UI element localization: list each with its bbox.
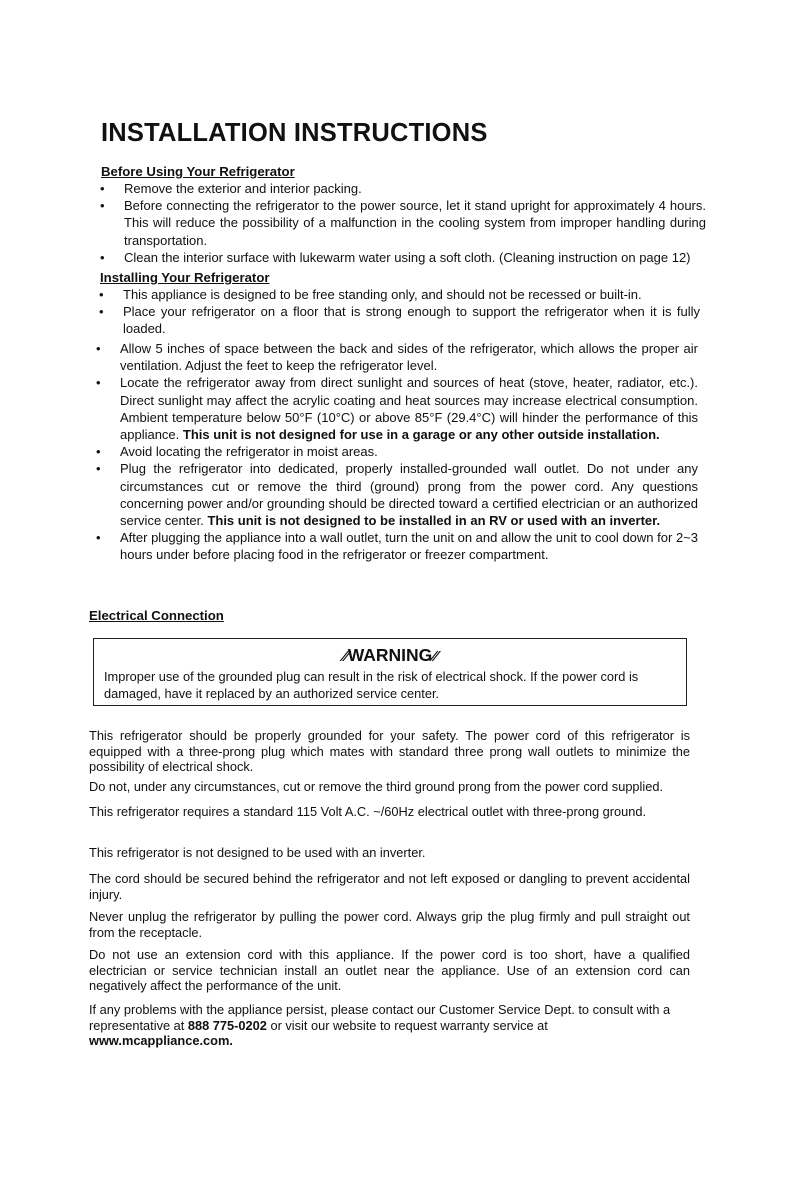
warning-box: [93, 638, 687, 706]
bullet-icon: •: [96, 341, 101, 356]
emphasis-text: This unit is not designed for use in a garage or any other outside installation.: [182, 427, 660, 443]
installing-list-b: [96, 340, 698, 564]
before-using-list: [100, 180, 706, 266]
bullet-icon: •: [100, 198, 105, 214]
list-item: • Before connecting the refrigerator to the power source, let it stand upright for approximately 4 hours. This will reduce the possibility of a malfunction in the cooling system from improper handling during transportation.: [100, 198, 706, 248]
website-link: www.mcappliance.com.: [89, 1033, 233, 1049]
list-item: • Locate the refrigerator away from direct sunlight and sources of heat (stove, heater, radiator, etc.). Direct sunlight may affect the acrylic coating and heat sources may increase electrical consumption. Ambient temperature below 50°F (10°C) or above 85°F (29.4°C) will hinder the performance of this appliance. This unit is not designed for use in a garage or any other outside installation.: [96, 375, 698, 443]
bullet-icon: •: [96, 461, 101, 477]
warning-heading: [94, 645, 686, 666]
lightning-icon: ⁄⁄: [432, 648, 438, 665]
installing-list-a: [99, 286, 700, 338]
list-item: • This appliance is designed to be free standing only, and should not be recessed or built-in.: [99, 287, 642, 302]
list-item: • Allow 5 inches of space between the back and sides of the refrigerator, which allows the proper air ventilation. Adjust the feet to keep the refrigerator level.: [96, 341, 698, 374]
paragraph: Do not, under any circumstances, cut or remove the third ground prong from the power cord supplied.: [89, 779, 664, 794]
bullet-icon: •: [99, 287, 104, 302]
bullet-icon: •: [100, 249, 105, 265]
paragraph: Do not use an extension cord with this appliance. If the power cord is too short, have a qualified electrician or service technician install an outlet near the appliance. Use of an extension cord can negatively affect the performance of the unit.: [89, 947, 690, 994]
list-item: • Clean the interior surface with lukewarm water using a soft cloth. (Cleaning instruction on page 12): [100, 249, 691, 265]
paragraph: Never unplug the refrigerator by pulling the power cord. Always grip the plug firmly and pull straight out from the receptacle.: [89, 909, 690, 940]
bullet-icon: •: [96, 375, 101, 391]
bullet-icon: •: [96, 444, 101, 460]
list-item: • After plugging the appliance into a wall outlet, turn the unit on and allow the unit to cool down for 2~3 hours under before placing food in the refrigerator or freezer compartment.: [96, 530, 698, 563]
list-item: • Plug the refrigerator into dedicated, properly installed-grounded wall outlet. Do not under any circumstances cut or remove the third (ground) prong from the power cord. Any questions concerning power and/or grounding should be directed toward a certified electrician or an authorized service center. This unit is not designed to be installed in an RV or used with an inverter.: [96, 461, 698, 529]
emphasis-text: This unit is not designed to be installed in an RV or used with an inverter.: [207, 513, 661, 529]
section-heading-before-using: Before Using Your Refrigerator: [101, 164, 295, 179]
paragraph: This refrigerator is not designed to be used with an inverter.: [89, 845, 426, 860]
paragraph: This refrigerator requires a standard 115 Volt A.C. ~/60Hz electrical outlet with three-prong ground.: [89, 804, 647, 819]
list-item: • Place your refrigerator on a floor that is strong enough to support the refrigerator when it is fully loaded.: [99, 304, 700, 337]
section-heading-electrical: Electrical Connection: [89, 608, 224, 623]
warning-title: WARNING: [347, 645, 433, 665]
bullet-icon: •: [96, 530, 101, 546]
paragraph: The cord should be secured behind the refrigerator and not left exposed or dangling to prevent accidental injury.: [89, 871, 690, 902]
bullet-icon: •: [100, 181, 105, 196]
section-heading-installing: Installing Your Refrigerator: [100, 270, 270, 285]
warning-text: Improper use of the grounded plug can result in the risk of electrical shock. If the power cord is damaged, have it replaced by an authorized service center.: [104, 669, 639, 701]
paragraph: This refrigerator should be properly grounded for your safety. The power cord of this refrigerator is equipped with a three-prong plug which mates with standard three prong wall outlets to minimize the possibility of electrical shock.: [89, 728, 690, 775]
phone-number: 888 775-0202: [187, 1017, 267, 1033]
page-title: INSTALLATION INSTRUCTIONS: [101, 119, 488, 147]
lightning-icon: ⁄⁄: [342, 648, 348, 665]
list-item: • Remove the exterior and interior packing.: [100, 181, 362, 196]
list-item: • Avoid locating the refrigerator in moist areas.: [96, 444, 378, 460]
bullet-icon: •: [99, 304, 104, 320]
contact-paragraph: If any problems with the appliance persist, please contact our Customer Service Dept. to consult with a representative at 888 775-0202 or visit our website to request warranty service at www.mcappliance.com.: [89, 1002, 671, 1049]
